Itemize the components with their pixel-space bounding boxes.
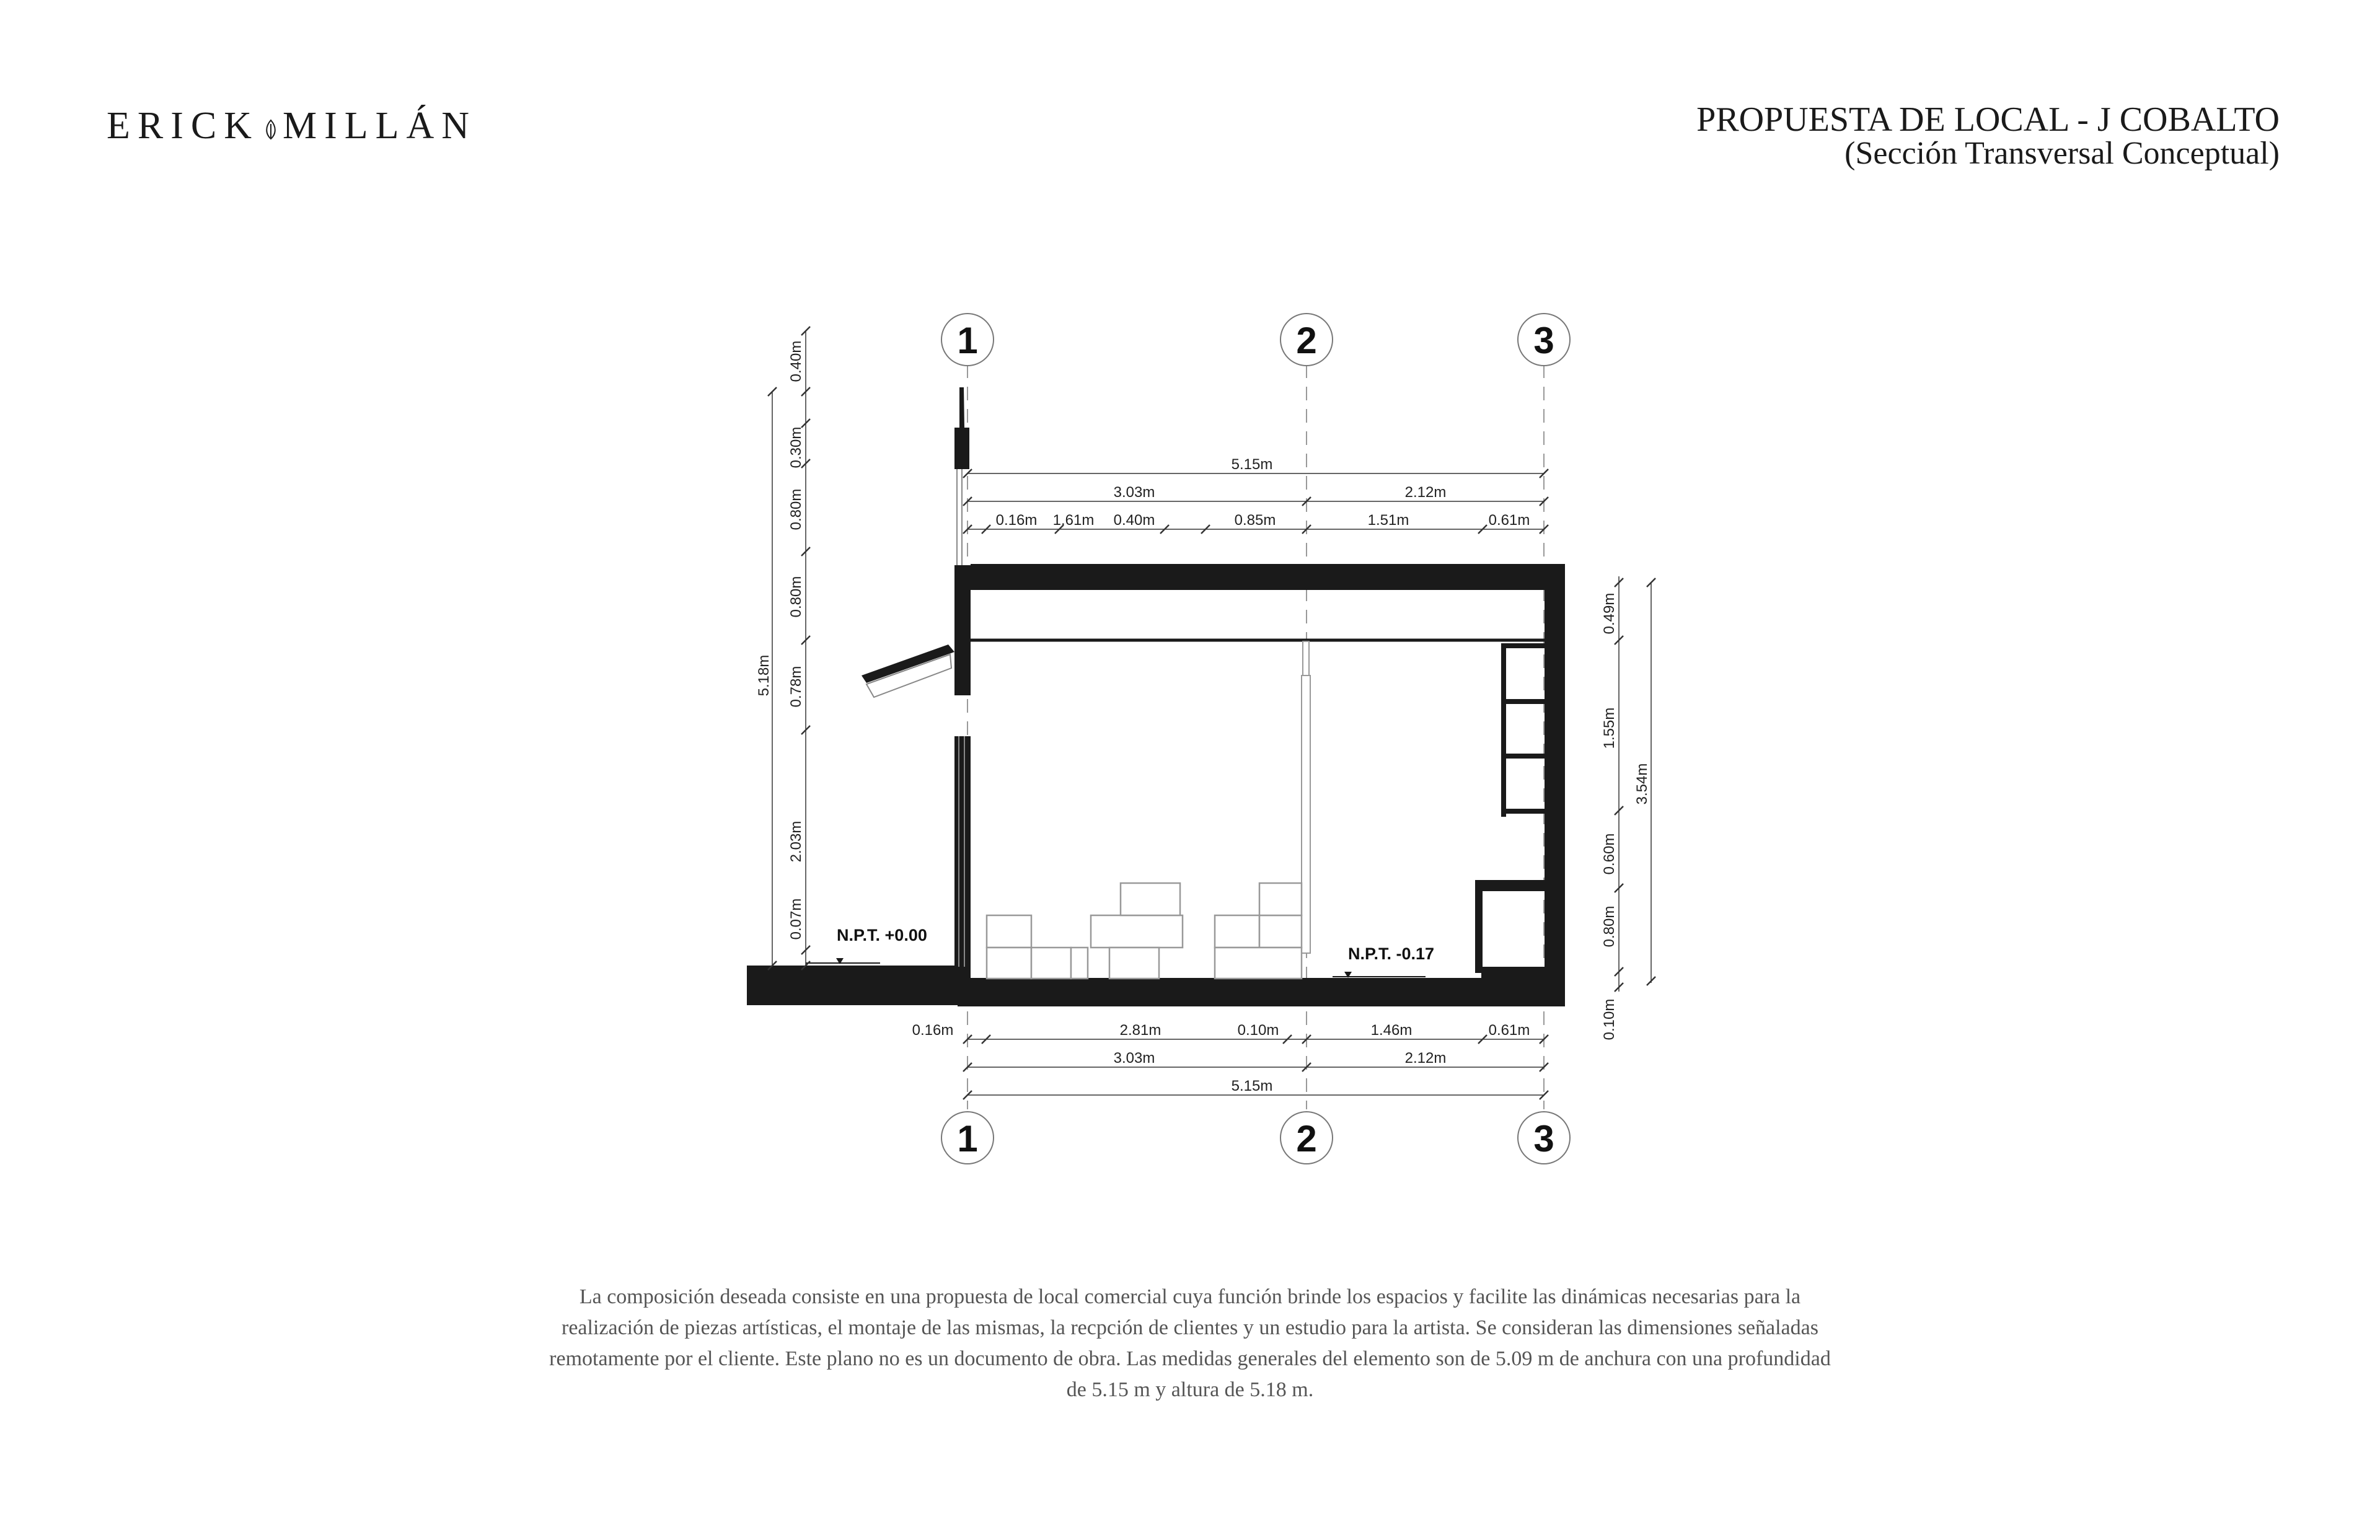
dim-right-chain-4: 0.80m <box>1601 905 1618 948</box>
dim-left-chain-4: 0.80m <box>788 576 804 618</box>
desk-side <box>1475 880 1483 973</box>
dim-top-detail-3: 0.40m <box>1113 512 1155 529</box>
exterior-slab <box>747 966 967 1005</box>
page-title: PROPUESTA DE LOCAL - J COBALTO <box>1696 100 2280 139</box>
dim-bottom-detail-3: 0.10m <box>1237 1022 1279 1039</box>
dim-left-chain-1: 0.40m <box>788 340 804 382</box>
dim-top-sub-2: 2.12m <box>1404 484 1447 501</box>
dim-top-detail-4: 0.85m <box>1234 512 1276 529</box>
canopy <box>862 645 954 697</box>
desk-base <box>1481 967 1545 978</box>
dim-left-chain-2: 0.30m <box>788 426 804 469</box>
grid-bubbles-bottom <box>941 1112 1570 1164</box>
shelving-unit <box>1501 643 1545 817</box>
level-exterior: N.P.T. +0.00 <box>837 926 927 944</box>
dim-bottom-detail-1: 0.16m <box>912 1022 954 1039</box>
page-subtitle: (Sección Transversal Conceptual) <box>1844 136 2280 171</box>
dim-left-chain-3: 0.80m <box>788 488 804 530</box>
grid-label-bottom-3: 3 <box>1533 1118 1554 1159</box>
grid-label-top-2: 2 <box>1296 320 1317 361</box>
grid-label-top-1: 1 <box>957 320 978 361</box>
dim-bottom-sub-1: 3.03m <box>1113 1050 1155 1067</box>
grid-bubbles-top <box>941 314 1570 366</box>
level-interior: N.P.T. -0.17 <box>1348 944 1435 963</box>
dim-left-chain-6: 2.03m <box>788 821 804 863</box>
right-wall <box>1545 564 1565 1006</box>
dim-left-chain-7: 0.07m <box>788 898 804 940</box>
project-description: La composición deseada consiste en una propuesta de local comercial cuya función brinde los espacios y facilite las dinámicas necesarias para la realización de piezas artísticas, el montaje de las mismas, la recpción de clientes y un estudio para la artista. Se consideran las dimensiones señaladas remotamente por el cliente. Este plano no es un documento de obra. Las medidas generales del elemento son de 5.09 m de anchura con una profundidad de 5.15 m y altura de 5.18 m. <box>549 1285 1831 1401</box>
dim-bottom-detail-5: 0.61m <box>1488 1022 1530 1039</box>
dim-left-chain-5: 0.78m <box>788 666 804 708</box>
grid-label-bottom-1: 1 <box>957 1118 978 1159</box>
dim-right-chain-1: 0.49m <box>1601 592 1618 635</box>
dim-right-chain-3: 0.60m <box>1601 833 1618 875</box>
desk-top <box>1475 880 1546 891</box>
dim-top-detail-5: 1.51m <box>1367 512 1409 529</box>
dim-right-chain-5: 0.10m <box>1601 998 1618 1041</box>
partition <box>1302 641 1310 953</box>
furniture <box>987 883 1302 979</box>
dim-left-total: 5.18m <box>756 654 772 697</box>
dim-bottom-sub-2: 2.12m <box>1404 1050 1447 1067</box>
left-wall-upper <box>954 565 971 695</box>
left-wall-lower <box>954 736 971 978</box>
dim-right-total: 3.54m <box>1634 763 1651 805</box>
dim-bottom-total: 5.15m <box>1231 1078 1273 1094</box>
dim-top-detail-6: 0.61m <box>1488 512 1530 529</box>
roof-slab <box>971 564 1562 590</box>
grid-label-bottom-2: 2 <box>1296 1118 1317 1159</box>
dim-bottom-detail-4: 1.46m <box>1370 1022 1413 1039</box>
dim-right-chain-2: 1.55m <box>1601 707 1618 749</box>
dim-top-sub-1: 3.03m <box>1113 484 1155 501</box>
floor-slab <box>958 978 1565 1006</box>
dim-top-total: 5.15m <box>1231 456 1273 473</box>
logo-text-right: MILLÁN <box>283 105 477 147</box>
dim-top-detail-1: 0.16m <box>995 512 1038 529</box>
logo-text-left: ERICK <box>107 105 259 147</box>
grid-label-top-3: 3 <box>1533 320 1554 361</box>
dimensions-left <box>768 327 810 970</box>
dim-bottom-detail-2: 2.81m <box>1119 1022 1161 1039</box>
dim-top-detail-2: 1.61m <box>1052 512 1095 529</box>
